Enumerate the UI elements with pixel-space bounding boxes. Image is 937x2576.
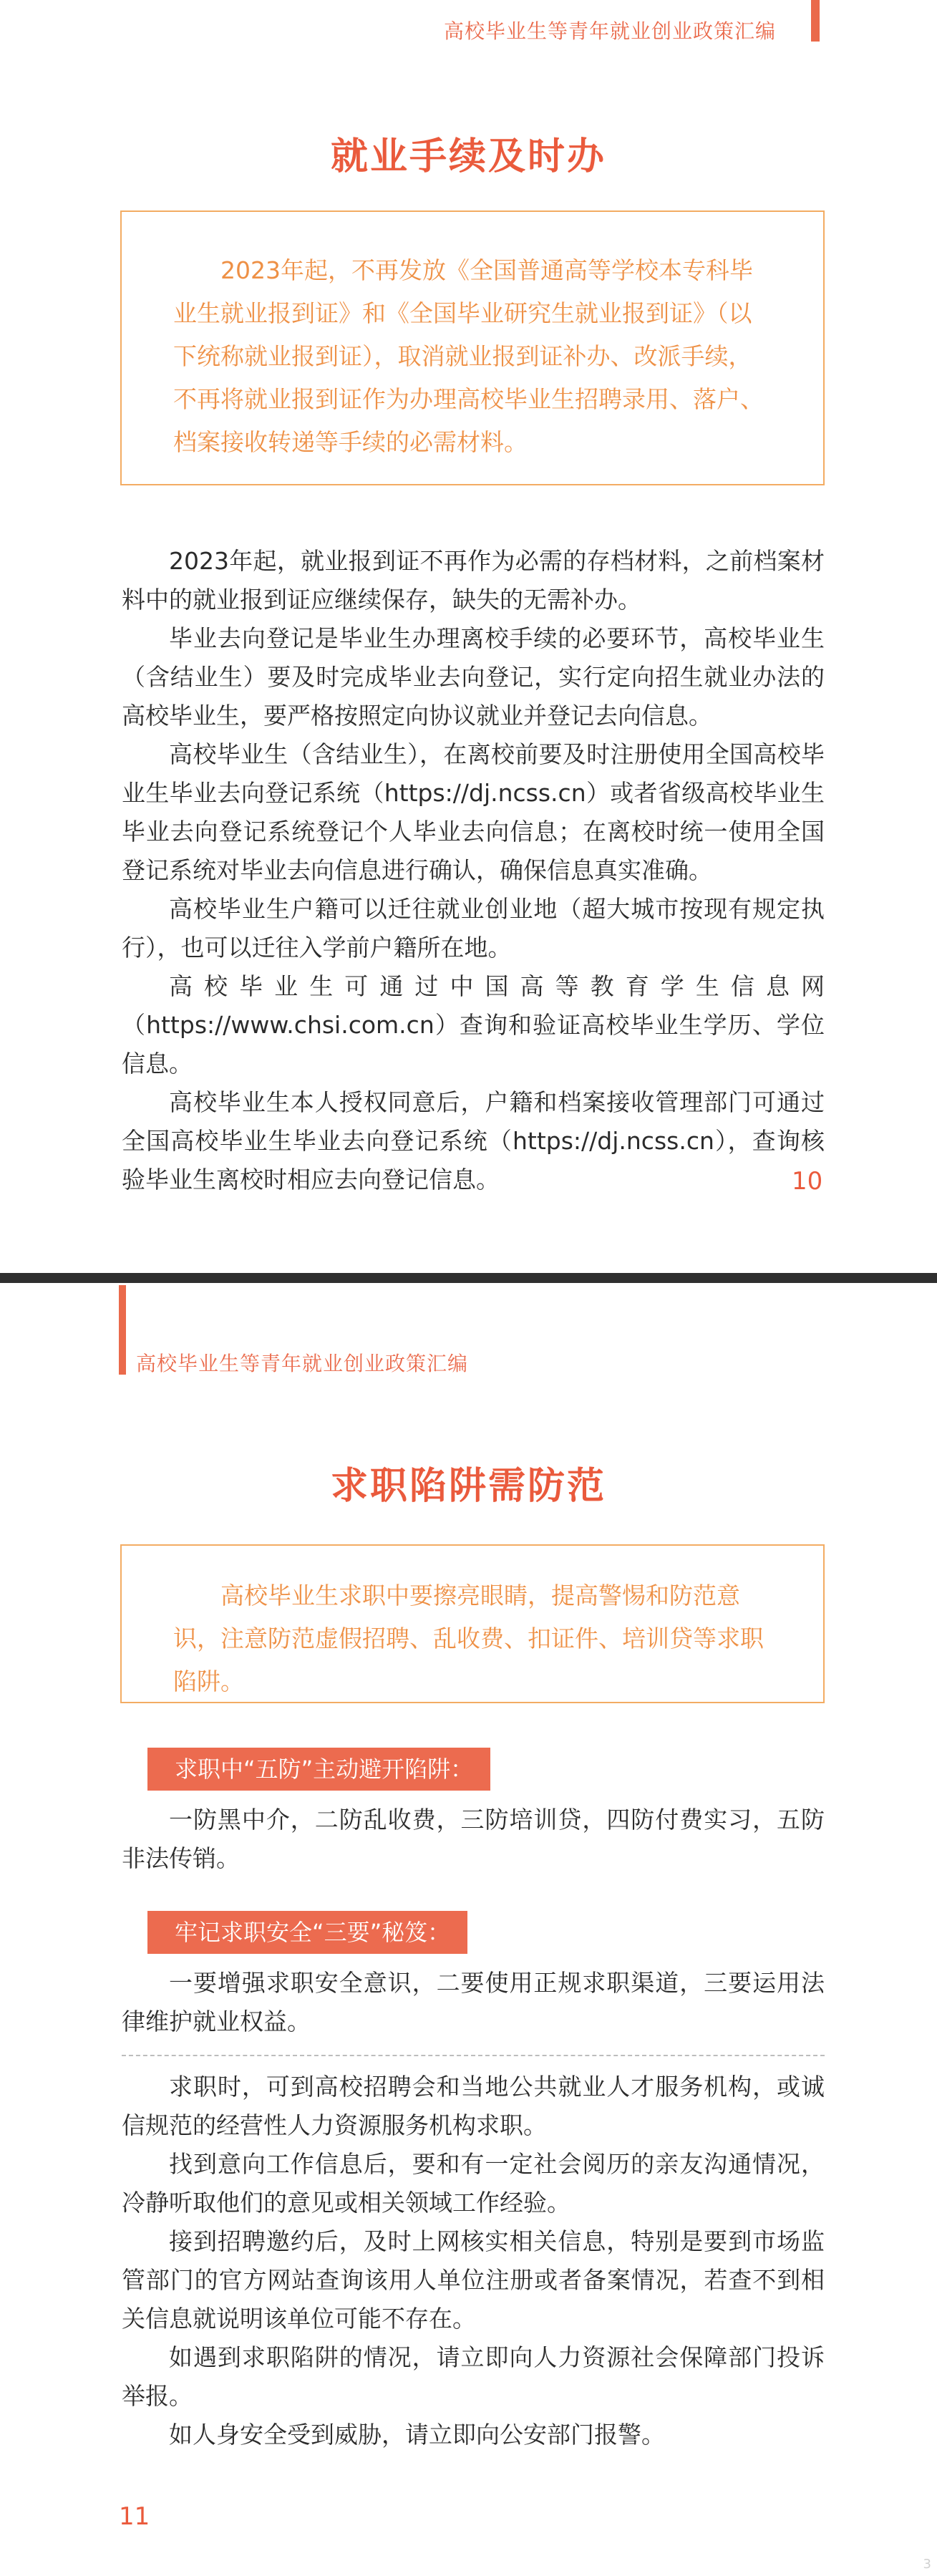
section-label: 求职中“五防”主动避开陷阱： — [147, 1748, 490, 1791]
page-title: 就业手续及时办 — [330, 135, 606, 178]
running-header: 高校毕业生等青年就业创业政策汇编 — [444, 19, 777, 43]
body-text — [122, 542, 825, 1199]
body-text — [122, 2068, 825, 2454]
page-title: 求职陷阱需防范 — [330, 1465, 606, 1508]
intro-box — [120, 1544, 825, 1703]
page-number: 11 — [119, 2502, 150, 2531]
intro-text: 高校毕业生求职中要擦亮眼睛，提高警惕和防范意识，注意防范虚假招聘、乱收费、扣证件、培训贷等求职陷阱。 — [173, 1582, 764, 1695]
header-accent-bar — [811, 0, 820, 42]
paragraph: 高校毕业生本人授权同意后，户籍和档案接收管理部门可通过全国高校毕业生毕业去向登记系统（https://dj.ncss.cn），查询核验毕业生离校时相应去向登记信息。 — [122, 1088, 825, 1193]
paragraph: 高校毕业生可通过中国高等教育学生信息网（https://www.chsi.com.cn）查询和验证高校毕业生学历、学位信息。 — [122, 972, 825, 1078]
paragraph: 毕业去向登记是毕业生办理离校手续的必要环节，高校毕业生（含结业生）要及时完成毕业去向登记，实行定向招生就业办法的高校毕业生，要严格按照定向协议就业并登记去向信息。 — [122, 624, 825, 730]
paragraph: 一要增强求职安全意识，二要使用正规求职渠道，三要运用法律维护就业权益。 — [122, 1969, 825, 2035]
paragraph: 接到招聘邀约后，及时上网核实相关信息，特别是要到市场监管部门的官方网站查询该用人单位注册或者备案情况，若查不到相关信息就说明该单位可能不存在。 — [122, 2227, 825, 2333]
dashed-separator — [122, 2055, 825, 2056]
paragraph: 求职时，可到高校招聘会和当地公共就业人才服务机构，或诚信规范的经营性人力资源服务机构求职。 — [122, 2073, 825, 2139]
intro-text: 2023年起，不再发放《全国普通高等学校本专科毕业生就业报到证》和《全国毕业研究生就业报到证》（以下统称就业报到证），取消就业报到证补办、改派手续，不再将就业报到证作为办理高校毕业生招聘录用、落户、档案接收转递等手续的必需材料。 — [173, 256, 764, 456]
running-header: 高校毕业生等青年就业创业政策汇编 — [136, 1352, 469, 1375]
section-label: 牢记求职安全“三要”秘笈： — [147, 1911, 467, 1954]
paragraph: 高校毕业生（含结业生），在离校前要及时注册使用全国高校毕业生毕业去向登记系统（https://dj.ncss.cn）或者省级高校毕业生毕业去向登记系统登记个人毕业去向信息；在离校时统一使用全国登记系统对毕业去向信息进行确认，确保信息真实准确。 — [122, 740, 825, 884]
paragraph: 2023年起，就业报到证不再作为必需的存档材料，之前档案材料中的就业报到证应继续保存，缺失的无需补办。 — [122, 547, 825, 614]
paragraph: 如遇到求职陷阱的情况，请立即向人力资源社会保障部门投诉举报。 — [122, 2343, 825, 2410]
paragraph: 高校毕业生户籍可以迁往就业创业地（超大城市按现有规定执行），也可以迁往入学前户籍所在地。 — [122, 895, 825, 962]
paragraph: 如人身安全受到威胁，请立即向公安部门报警。 — [169, 2421, 665, 2449]
intro-box — [120, 210, 825, 485]
section-text — [122, 1801, 825, 1878]
paragraph: 找到意向工作信息后，要和有一定社会阅历的亲友沟通情况，冷静听取他们的意见或相关领域工作经验。 — [122, 2150, 825, 2217]
page-10 — [0, 0, 937, 1274]
header-accent-bar — [119, 1285, 126, 1375]
corner-mark: 3 — [923, 2557, 931, 2572]
page-number: 10 — [792, 1167, 823, 1196]
section-text — [122, 1964, 825, 2041]
paragraph: 一防黑中介，二防乱收费，三防培训贷，四防付费实习，五防非法传销。 — [122, 1806, 825, 1872]
page-divider — [0, 1273, 937, 1283]
page-11 — [0, 1285, 937, 2576]
